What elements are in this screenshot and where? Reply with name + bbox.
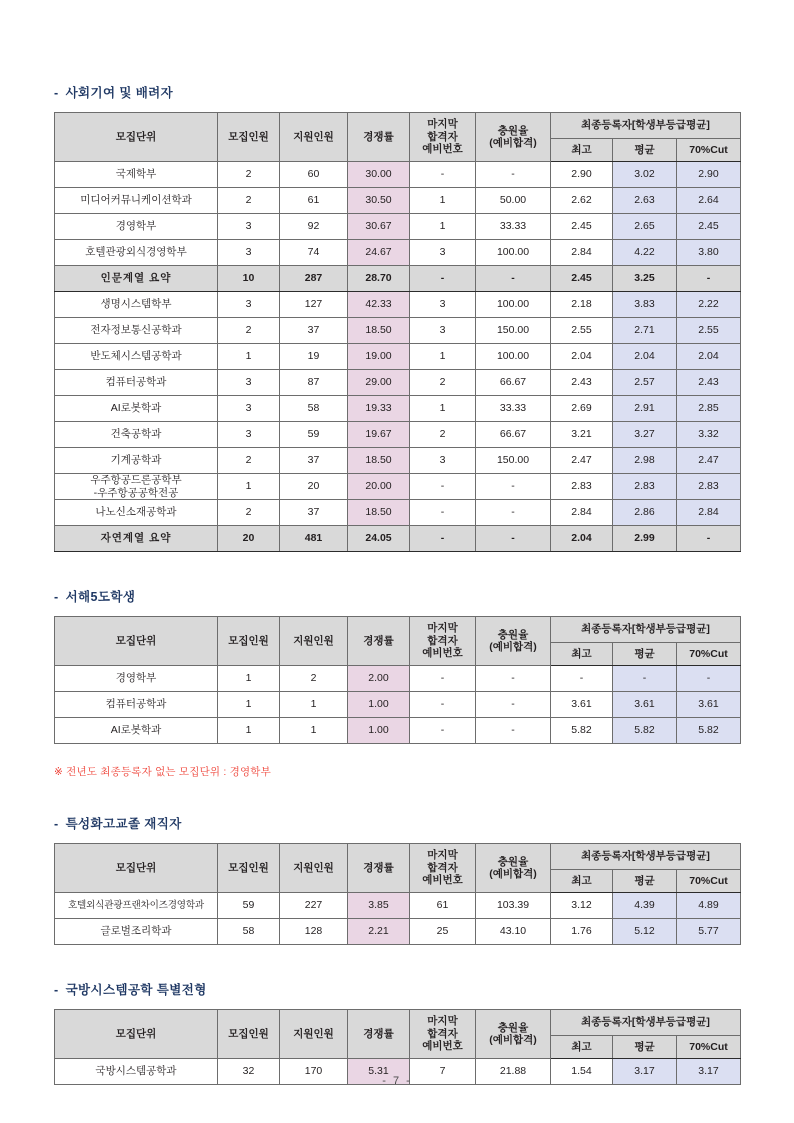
heading-dash: - (54, 590, 59, 604)
col-header-best: 최고 (551, 643, 613, 666)
col-header-ratio: 경쟁률 (348, 1010, 410, 1059)
cell-applicants: 74 (280, 240, 348, 266)
cell-fill-rate: 21.88 (476, 1059, 551, 1085)
cell-ratio: 28.70 (348, 266, 410, 292)
cell-average-grade: 3.61 (613, 692, 677, 718)
cell-fill-rate: - (476, 666, 551, 692)
heading-dash: - (54, 817, 59, 831)
cell-waitlist-number: - (410, 500, 476, 526)
cell-70cut-grade: - (677, 266, 741, 292)
cell-average-grade: 2.83 (613, 474, 677, 500)
header-row-primary (55, 113, 741, 139)
cell-applicants: 19 (280, 344, 348, 370)
cell-ratio: 30.50 (348, 188, 410, 214)
cell-applicants: 481 (280, 526, 348, 552)
cell-applicants: 127 (280, 292, 348, 318)
cell-waitlist-number: 2 (410, 422, 476, 448)
col-header-final-enrolled-group: 최종등록자[학생부등급평균] (551, 617, 741, 643)
cell-best-grade: 2.04 (551, 526, 613, 552)
cell-applicants: 1 (280, 692, 348, 718)
cell-ratio: 30.00 (348, 162, 410, 188)
cell-waitlist-number: 61 (410, 893, 476, 919)
cell-quota: 1 (218, 718, 280, 744)
cell-quota: 3 (218, 422, 280, 448)
heading-table-spacer (54, 998, 740, 1009)
cell-applicants: 20 (280, 474, 348, 500)
sections-container (54, 86, 740, 1085)
cell-quota: 1 (218, 344, 280, 370)
cell-best-grade: 2.55 (551, 318, 613, 344)
cell-ratio: 2.00 (348, 666, 410, 692)
col-header-quota: 모집인원 (218, 113, 280, 162)
cell-fill-rate: 66.67 (476, 370, 551, 396)
cell-best-grade: 2.45 (551, 266, 613, 292)
col-header-70cut: 70%Cut (677, 870, 741, 893)
table-row (55, 396, 741, 422)
cell-unit: 호텔외식관광프랜차이즈경영학과 (55, 893, 218, 919)
cell-ratio: 24.67 (348, 240, 410, 266)
cell-quota: 2 (218, 188, 280, 214)
cell-best-grade: 2.84 (551, 500, 613, 526)
cell-70cut-grade: 3.32 (677, 422, 741, 448)
cell-waitlist-number: 25 (410, 919, 476, 945)
cell-quota: 3 (218, 240, 280, 266)
col-header-fill-rate: 충원율 (예비합격) (476, 844, 551, 893)
cell-unit: 경영학부 (55, 666, 218, 692)
cell-quota: 58 (218, 919, 280, 945)
header-row-primary (55, 1010, 741, 1036)
table-body (55, 666, 741, 744)
cell-average-grade: 3.27 (613, 422, 677, 448)
col-header-waitlist-number: 마지막 합격자 예비번호 (410, 844, 476, 893)
heading-dash: - (54, 86, 59, 100)
col-header-unit: 모집단위 (55, 1010, 218, 1059)
cell-quota: 20 (218, 526, 280, 552)
cell-waitlist-number: - (410, 474, 476, 500)
cell-unit: AI로봇학과 (55, 396, 218, 422)
cell-fill-rate: - (476, 266, 551, 292)
table-row (55, 188, 741, 214)
cell-average-grade: 5.12 (613, 919, 677, 945)
col-header-final-enrolled-group: 최종등록자[학생부등급평균] (551, 844, 741, 870)
table-header (55, 113, 741, 162)
cell-ratio: 19.67 (348, 422, 410, 448)
table-row (55, 666, 741, 692)
cell-70cut-grade: 2.45 (677, 214, 741, 240)
table-body (55, 162, 741, 552)
col-header-applicants: 지원인원 (280, 113, 348, 162)
cell-unit: 반도체시스템공학과 (55, 344, 218, 370)
cell-ratio: 2.21 (348, 919, 410, 945)
table-row (55, 718, 741, 744)
cell-fill-rate: 150.00 (476, 448, 551, 474)
cell-applicants: 287 (280, 266, 348, 292)
cell-unit: 자연계열 요약 (55, 526, 218, 552)
table-row (55, 318, 741, 344)
col-header-70cut: 70%Cut (677, 139, 741, 162)
cell-unit: 호텔관광외식경영학부 (55, 240, 218, 266)
cell-quota: 3 (218, 370, 280, 396)
cell-average-grade: 2.57 (613, 370, 677, 396)
cell-best-grade: 3.21 (551, 422, 613, 448)
cell-70cut-grade: - (677, 526, 741, 552)
section-heading (54, 817, 740, 832)
table-row (55, 422, 741, 448)
admissions-table (54, 1009, 741, 1085)
cell-waitlist-number: 3 (410, 292, 476, 318)
col-header-70cut: 70%Cut (677, 1036, 741, 1059)
col-header-best: 최고 (551, 139, 613, 162)
cell-best-grade: 1.54 (551, 1059, 613, 1085)
table-row (55, 692, 741, 718)
cell-70cut-grade: 2.22 (677, 292, 741, 318)
cell-quota: 10 (218, 266, 280, 292)
table-row (55, 240, 741, 266)
table-row (55, 448, 741, 474)
cell-average-grade: 2.04 (613, 344, 677, 370)
cell-70cut-grade: 2.64 (677, 188, 741, 214)
cell-applicants: 128 (280, 919, 348, 945)
cell-70cut-grade: 5.82 (677, 718, 741, 744)
cell-quota: 1 (218, 666, 280, 692)
page-number: - 7 - (382, 1075, 412, 1087)
col-header-applicants: 지원인원 (280, 844, 348, 893)
col-header-unit: 모집단위 (55, 617, 218, 666)
heading-table-spacer (54, 832, 740, 843)
cell-70cut-grade: 2.84 (677, 500, 741, 526)
table-body (55, 893, 741, 945)
cell-best-grade: 1.76 (551, 919, 613, 945)
cell-fill-rate: 100.00 (476, 240, 551, 266)
cell-fill-rate: 66.67 (476, 422, 551, 448)
cell-waitlist-number: - (410, 718, 476, 744)
cell-waitlist-number: - (410, 526, 476, 552)
cell-fill-rate: - (476, 718, 551, 744)
col-header-unit: 모집단위 (55, 844, 218, 893)
cell-waitlist-number: 1 (410, 344, 476, 370)
cell-quota: 2 (218, 500, 280, 526)
col-header-waitlist-number: 마지막 합격자 예비번호 (410, 1010, 476, 1059)
cell-fill-rate: 50.00 (476, 188, 551, 214)
col-header-average: 평균 (613, 643, 677, 666)
cell-applicants: 1 (280, 718, 348, 744)
cell-applicants: 227 (280, 893, 348, 919)
cell-quota: 2 (218, 162, 280, 188)
col-header-quota: 모집인원 (218, 844, 280, 893)
header-row-primary (55, 844, 741, 870)
cell-waitlist-number: - (410, 162, 476, 188)
cell-applicants: 37 (280, 500, 348, 526)
cell-ratio: 18.50 (348, 500, 410, 526)
cell-average-grade: 4.39 (613, 893, 677, 919)
cell-best-grade: 2.45 (551, 214, 613, 240)
table-summary-row (55, 266, 741, 292)
cell-quota: 2 (218, 448, 280, 474)
table-row (55, 370, 741, 396)
table-row (55, 474, 741, 500)
heading-dash: - (54, 983, 59, 997)
table-row (55, 344, 741, 370)
cell-fill-rate: 100.00 (476, 344, 551, 370)
cell-quota: 3 (218, 396, 280, 422)
cell-best-grade: 2.04 (551, 344, 613, 370)
cell-average-grade: 2.71 (613, 318, 677, 344)
cell-average-grade: 2.86 (613, 500, 677, 526)
section-spacer (54, 552, 740, 590)
cell-70cut-grade: - (677, 666, 741, 692)
section-spacer (54, 779, 740, 817)
col-header-ratio: 경쟁률 (348, 844, 410, 893)
cell-applicants: 59 (280, 422, 348, 448)
cell-unit: 컴퓨터공학과 (55, 370, 218, 396)
table-header (55, 844, 741, 893)
cell-ratio: 20.00 (348, 474, 410, 500)
cell-unit: 생명시스템학부 (55, 292, 218, 318)
col-header-average: 평균 (613, 139, 677, 162)
cell-unit: 경영학부 (55, 214, 218, 240)
cell-best-grade: 2.84 (551, 240, 613, 266)
col-header-fill-rate: 충원율 (예비합격) (476, 617, 551, 666)
note-spacer (54, 744, 740, 764)
cell-average-grade: 4.22 (613, 240, 677, 266)
cell-best-grade: 2.62 (551, 188, 613, 214)
cell-applicants: 37 (280, 318, 348, 344)
col-header-ratio: 경쟁률 (348, 113, 410, 162)
table-row (55, 919, 741, 945)
table-row (55, 214, 741, 240)
cell-fill-rate: 33.33 (476, 396, 551, 422)
table-header (55, 1010, 741, 1059)
section-heading-text: 국방시스템공학 특별전형 (65, 983, 207, 997)
cell-ratio: 3.85 (348, 893, 410, 919)
col-header-best: 최고 (551, 1036, 613, 1059)
cell-best-grade: 2.83 (551, 474, 613, 500)
cell-ratio: 18.50 (348, 318, 410, 344)
section-heading-text: 서해5도학생 (65, 590, 136, 604)
cell-applicants: 58 (280, 396, 348, 422)
cell-average-grade: 5.82 (613, 718, 677, 744)
col-header-unit: 모집단위 (55, 113, 218, 162)
cell-average-grade: 3.02 (613, 162, 677, 188)
section-heading (54, 590, 740, 605)
cell-applicants: 61 (280, 188, 348, 214)
cell-unit: 전자정보통신공학과 (55, 318, 218, 344)
cell-unit: 기계공학과 (55, 448, 218, 474)
admissions-table (54, 616, 741, 744)
cell-best-grade: 2.90 (551, 162, 613, 188)
cell-best-grade: - (551, 666, 613, 692)
section-heading (54, 983, 740, 998)
col-header-quota: 모집인원 (218, 1010, 280, 1059)
col-header-fill-rate: 충원율 (예비합격) (476, 113, 551, 162)
col-header-best: 최고 (551, 870, 613, 893)
cell-quota: 59 (218, 893, 280, 919)
cell-70cut-grade: 3.61 (677, 692, 741, 718)
cell-unit: 건축공학과 (55, 422, 218, 448)
section-spacer (54, 945, 740, 983)
col-header-average: 평균 (613, 870, 677, 893)
cell-ratio: 1.00 (348, 718, 410, 744)
section-heading-text: 특성화고교졸 재직자 (65, 817, 182, 831)
col-header-waitlist-number: 마지막 합격자 예비번호 (410, 113, 476, 162)
cell-fill-rate: - (476, 526, 551, 552)
cell-waitlist-number: 1 (410, 396, 476, 422)
cell-average-grade: 3.25 (613, 266, 677, 292)
table-row (55, 500, 741, 526)
cell-quota: 1 (218, 692, 280, 718)
col-header-average: 평균 (613, 1036, 677, 1059)
col-header-applicants: 지원인원 (280, 1010, 348, 1059)
cell-applicants: 87 (280, 370, 348, 396)
cell-70cut-grade: 2.85 (677, 396, 741, 422)
cell-ratio: 18.50 (348, 448, 410, 474)
col-header-quota: 모집인원 (218, 617, 280, 666)
cell-ratio: 42.33 (348, 292, 410, 318)
cell-unit: 글로벌조리학과 (55, 919, 218, 945)
cell-waitlist-number: - (410, 266, 476, 292)
cell-fill-rate: - (476, 474, 551, 500)
cell-quota: 1 (218, 474, 280, 500)
cell-average-grade: - (613, 666, 677, 692)
cell-ratio: 5.31 (348, 1059, 410, 1085)
col-header-final-enrolled-group: 최종등록자[학생부등급평균] (551, 113, 741, 139)
cell-unit: 컴퓨터공학과 (55, 692, 218, 718)
cell-70cut-grade: 2.55 (677, 318, 741, 344)
admissions-table (54, 843, 741, 945)
cell-applicants: 2 (280, 666, 348, 692)
cell-unit: 국방시스템공학과 (55, 1059, 218, 1085)
cell-ratio: 1.00 (348, 692, 410, 718)
cell-70cut-grade: 2.43 (677, 370, 741, 396)
cell-average-grade: 2.91 (613, 396, 677, 422)
cell-quota: 32 (218, 1059, 280, 1085)
cell-waitlist-number: 3 (410, 240, 476, 266)
cell-unit: 우주항공드론공학부 -우주항공공학전공 (55, 474, 218, 500)
cell-ratio: 24.05 (348, 526, 410, 552)
cell-waitlist-number: 7 (410, 1059, 476, 1085)
cell-70cut-grade: 5.77 (677, 919, 741, 945)
col-header-applicants: 지원인원 (280, 617, 348, 666)
cell-quota: 3 (218, 292, 280, 318)
cell-fill-rate: 100.00 (476, 292, 551, 318)
header-row-primary (55, 617, 741, 643)
table-row (55, 162, 741, 188)
cell-unit: 나노신소재공학과 (55, 500, 218, 526)
cell-ratio: 30.67 (348, 214, 410, 240)
cell-quota: 2 (218, 318, 280, 344)
cell-fill-rate: - (476, 500, 551, 526)
cell-ratio: 19.33 (348, 396, 410, 422)
cell-unit: 국제학부 (55, 162, 218, 188)
cell-best-grade: 5.82 (551, 718, 613, 744)
cell-average-grade: 2.98 (613, 448, 677, 474)
cell-fill-rate: 103.39 (476, 893, 551, 919)
cell-70cut-grade: 2.04 (677, 344, 741, 370)
cell-fill-rate: 33.33 (476, 214, 551, 240)
col-header-70cut: 70%Cut (677, 643, 741, 666)
cell-quota: 3 (218, 214, 280, 240)
cell-best-grade: 2.43 (551, 370, 613, 396)
section-heading-text: 사회기여 및 배려자 (65, 86, 174, 100)
col-header-final-enrolled-group: 최종등록자[학생부등급평균] (551, 1010, 741, 1036)
cell-waitlist-number: 3 (410, 318, 476, 344)
cell-waitlist-number: 3 (410, 448, 476, 474)
cell-best-grade: 3.61 (551, 692, 613, 718)
col-header-ratio: 경쟁률 (348, 617, 410, 666)
cell-fill-rate: 150.00 (476, 318, 551, 344)
cell-applicants: 60 (280, 162, 348, 188)
cell-fill-rate: 43.10 (476, 919, 551, 945)
heading-table-spacer (54, 101, 740, 112)
cell-best-grade: 3.12 (551, 893, 613, 919)
cell-average-grade: 2.63 (613, 188, 677, 214)
cell-fill-rate: - (476, 692, 551, 718)
section-heading (54, 86, 740, 101)
cell-waitlist-number: 1 (410, 214, 476, 240)
cell-waitlist-number: 2 (410, 370, 476, 396)
cell-ratio: 19.00 (348, 344, 410, 370)
cell-unit: 인문계열 요약 (55, 266, 218, 292)
col-header-waitlist-number: 마지막 합격자 예비번호 (410, 617, 476, 666)
cell-applicants: 170 (280, 1059, 348, 1085)
cell-70cut-grade: 3.80 (677, 240, 741, 266)
cell-average-grade: 2.65 (613, 214, 677, 240)
cell-best-grade: 2.69 (551, 396, 613, 422)
cell-best-grade: 2.47 (551, 448, 613, 474)
cell-applicants: 37 (280, 448, 348, 474)
table-summary-row (55, 526, 741, 552)
cell-70cut-grade: 3.17 (677, 1059, 741, 1085)
col-header-fill-rate: 충원율 (예비합격) (476, 1010, 551, 1059)
cell-average-grade: 3.17 (613, 1059, 677, 1085)
heading-table-spacer (54, 605, 740, 616)
table-header (55, 617, 741, 666)
cell-70cut-grade: 2.47 (677, 448, 741, 474)
cell-70cut-grade: 2.90 (677, 162, 741, 188)
top-spacer (54, 0, 740, 86)
cell-unit: AI로봇학과 (55, 718, 218, 744)
cell-70cut-grade: 2.83 (677, 474, 741, 500)
admissions-table (54, 112, 741, 552)
cell-best-grade: 2.18 (551, 292, 613, 318)
cell-average-grade: 3.83 (613, 292, 677, 318)
section-note: ※ 전년도 최종등록자 없는 모집단위 : 경영학부 (54, 766, 271, 778)
cell-average-grade: 2.99 (613, 526, 677, 552)
cell-waitlist-number: - (410, 666, 476, 692)
cell-70cut-grade: 4.89 (677, 893, 741, 919)
cell-waitlist-number: 1 (410, 188, 476, 214)
cell-applicants: 92 (280, 214, 348, 240)
table-row (55, 893, 741, 919)
cell-fill-rate: - (476, 162, 551, 188)
cell-unit: 미디어커뮤니케이션학과 (55, 188, 218, 214)
cell-ratio: 29.00 (348, 370, 410, 396)
cell-waitlist-number: - (410, 692, 476, 718)
table-row (55, 292, 741, 318)
